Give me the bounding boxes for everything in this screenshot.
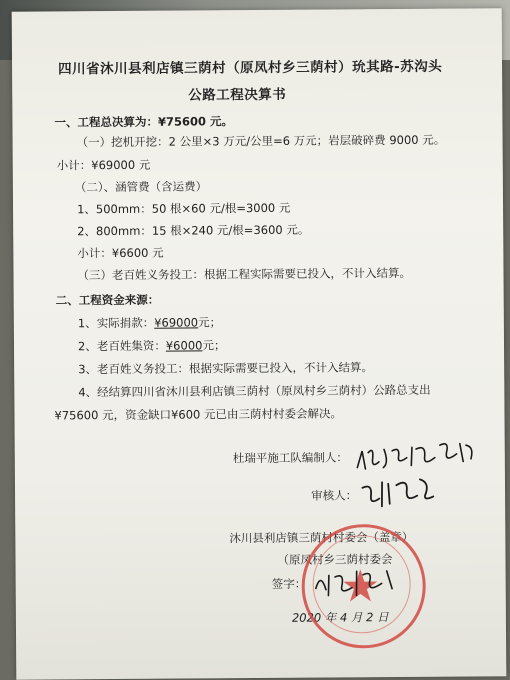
funding-villagers-label: 2、老百姓集资： [77, 338, 166, 354]
section-2-heading: 二、工程资金来源： [55, 292, 160, 308]
funding-donations-unit: 元； [198, 315, 222, 330]
reviewer-signature [358, 472, 441, 517]
funding-villagers-value: ¥6000 [165, 338, 203, 353]
compiler-signature-image [352, 436, 484, 476]
reviewer-signature-image [358, 472, 440, 512]
subtotal-culvert: 小计：¥6600 元 [77, 245, 164, 261]
funding-labor: 3、老百姓义务投工：根据实际需要已投入，不计入结算。 [78, 360, 374, 377]
seal-signature-image [310, 562, 402, 603]
item-culvert-heading: （二）、涵管费（含运费） [74, 179, 208, 195]
sign-label: 签字： [271, 576, 307, 591]
document-date: 2020 年 4 月 2 日 [291, 610, 389, 625]
funding-villagers [78, 337, 226, 354]
item-culvert-500: 1、500mm：50 根×60 元/根=3000 元 [77, 200, 291, 217]
seal-star-icon: ★ [340, 561, 381, 613]
funding-villagers-unit: 元； [202, 338, 226, 353]
funding-summary-line-1: 4、经结算四川省沐川县利店镇三荫村（原凤村乡三荫村）公路总支出 [78, 382, 431, 400]
reviewer-label: 审核人： [311, 488, 358, 503]
document-title-line-2: 公路工程决算书 [188, 86, 287, 104]
section-1-heading: 一、工程总决算为：¥75600 元。 [54, 114, 234, 130]
compiler-label: 杜瑞平施工队编制人： [232, 450, 348, 466]
funding-donations-value: ¥69000 [154, 315, 199, 330]
document-sheet [12, 8, 507, 679]
funding-summary-line-2: ¥75600 元，资金缺口¥600 元已由三荫村村委会解决。 [54, 406, 343, 423]
subtotal-excavation: 小计：¥69000 元 [56, 157, 151, 173]
organization-line-2: （原凤村乡三荫村委会 [277, 552, 393, 567]
seal-signature [310, 562, 403, 608]
document-title-line-1: 四川省沐川县利店镇三荫村（原凤村乡三荫村）玧其路-苏沟头 [58, 58, 443, 78]
funding-donations [78, 314, 221, 331]
organization-line-1: 沐川县利店镇三荫村村委会（盖章） [229, 529, 414, 546]
item-excavation: （一）挖机开挖：2 公里×3 万元/公里=6 万元；岩层破碎费 9000 元。 [76, 132, 446, 150]
item-culvert-800: 2、800mm：15 根×240 元/根=3600 元。 [77, 222, 310, 239]
item-labor: （三）老百姓义务投工：根据工程实际需要已投入，不计入结算。 [77, 265, 412, 283]
funding-donations-label: 1、实际捐款： [77, 315, 155, 331]
